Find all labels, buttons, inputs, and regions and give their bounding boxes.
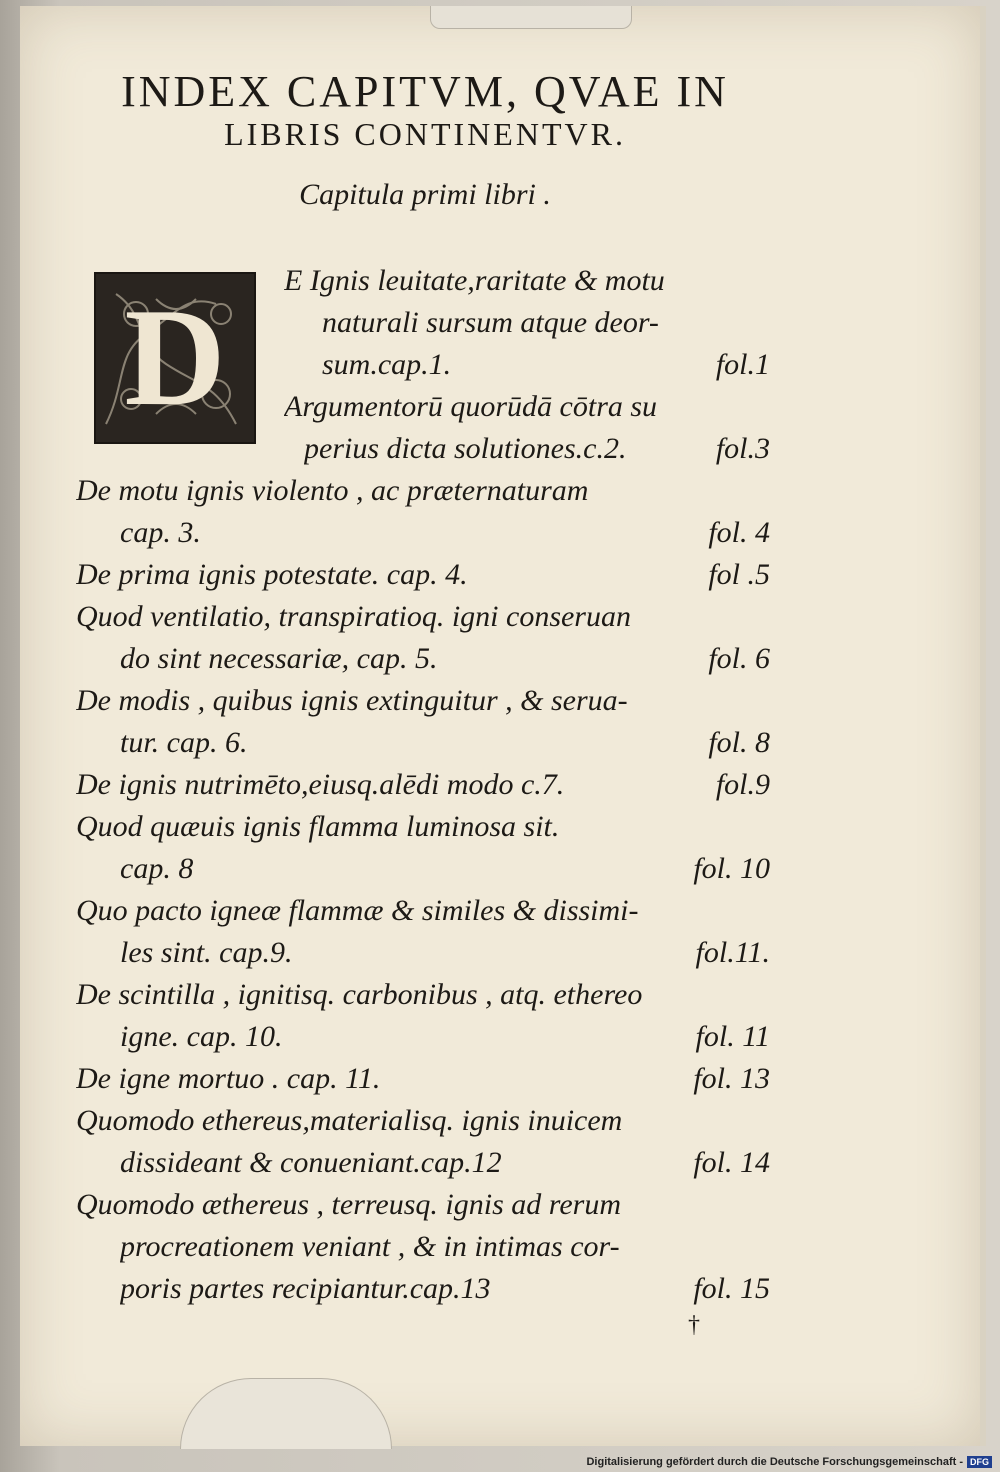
index-line (120, 642, 770, 682)
index-line (120, 852, 770, 892)
index-line (76, 810, 770, 850)
folio-ref: fol. 8 (708, 726, 770, 759)
index-line (76, 684, 772, 724)
index-line (76, 894, 772, 934)
folio-ref: fol. 6 (708, 642, 770, 675)
page-clip-bottom (180, 1378, 392, 1449)
footer-credit (586, 1456, 992, 1468)
folio-ref: fol. 13 (693, 1062, 770, 1095)
decorated-initial (94, 272, 256, 444)
entry-text: tur. cap. 6. (120, 726, 248, 759)
folio-ref: fol. 15 (693, 1272, 770, 1305)
entry-text: igne. cap. 10. (120, 1020, 283, 1053)
index-line (76, 1104, 770, 1144)
page-title: INDEX CAPITVM, QVAE IN (121, 67, 729, 116)
index-line (76, 768, 770, 808)
entry-text: De modis , quibus ignis extinguitur , & serua- (76, 684, 628, 717)
entry-text: Quo pacto igneæ flammæ & similes & dissimi- (76, 894, 639, 927)
dfg-logo: DFG (967, 1456, 992, 1468)
folio-ref: fol.11. (695, 936, 770, 969)
index-line (120, 936, 770, 976)
folio-ref: fol. 10 (693, 852, 770, 885)
index-line (76, 474, 770, 514)
index-line (76, 558, 770, 598)
entry-text: Quomodo ethereus,materialisq. ignis inuicem (76, 1104, 623, 1137)
folio-ref: fol. 14 (693, 1146, 770, 1179)
entry-text: De motu ignis violento , ac præternaturam (76, 474, 589, 507)
index-line (120, 1230, 770, 1270)
entry-text: do sint necessariæ, cap. 5. (120, 642, 438, 675)
folio-ref: fol .5 (708, 558, 770, 591)
signature-mark: † (688, 1312, 700, 1338)
index-line (284, 390, 772, 430)
index-line (76, 600, 772, 640)
entry-text: Quomodo æthereus , terreusq. ignis ad rerum (76, 1188, 621, 1221)
folio-ref: fol. 4 (708, 516, 770, 549)
entry-text: Quod ventilatio, transpiratioq. igni conseruan (76, 600, 631, 633)
entry-text: procreationem veniant , & in intimas cor- (120, 1230, 620, 1263)
entry-text: De prima ignis potestate. cap. 4. (76, 558, 468, 591)
index-line (284, 264, 772, 304)
index-line (76, 1188, 770, 1228)
entry-text: poris partes recipiantur.cap.13 (120, 1272, 491, 1305)
entry-text: cap. 8 (120, 852, 194, 885)
index-line (120, 1020, 770, 1060)
index-line (120, 1272, 770, 1312)
entry-text: Argumentorū quorūdā cōtra su (284, 390, 658, 423)
index-line (120, 516, 770, 556)
section-heading: Capitula primi libri . (299, 178, 551, 211)
folio-ref: fol. 11 (695, 1020, 770, 1053)
entry-text: dissideant & conueniant.cap.12 (120, 1146, 502, 1179)
page-title-line2: LIBRIS CONTINENTVR. (224, 116, 626, 152)
entry-text: naturali sursum atque deor- (322, 306, 659, 339)
index-line (322, 348, 770, 388)
index-line (304, 432, 770, 472)
entry-text: sum.cap.1. (322, 348, 452, 381)
entry-text: De igne mortuo . cap. 11. (76, 1062, 381, 1095)
entry-text: les sint. cap.9. (120, 936, 293, 969)
index-line (120, 1146, 770, 1186)
entry-text: E Ignis leuitate,raritate & motu (284, 264, 665, 297)
folio-ref: fol.1 (715, 348, 770, 381)
index-line (120, 726, 770, 766)
folio-ref: fol.9 (715, 768, 770, 801)
entry-text: cap. 3. (120, 516, 201, 549)
entry-text: De ignis nutrimēto,eiusq.alēdi modo c.7. (76, 768, 565, 801)
entry-text: perius dicta solutiones.c.2. (304, 432, 627, 465)
entry-text: De scintilla , ignitisq. carbonibus , atq. ethereo (76, 978, 643, 1011)
index-line (76, 1062, 770, 1102)
index-line (76, 978, 770, 1018)
initial-letter: D (124, 280, 226, 435)
folio-ref: fol.3 (715, 432, 770, 465)
page-clip-top (430, 6, 632, 29)
entry-text: Quod quæuis ignis flamma luminosa sit. (76, 810, 560, 843)
footer-text: Digitalisierung gefördert durch die Deutsche Forschungsgemeinschaft - (586, 1456, 963, 1468)
index-line (322, 306, 772, 346)
